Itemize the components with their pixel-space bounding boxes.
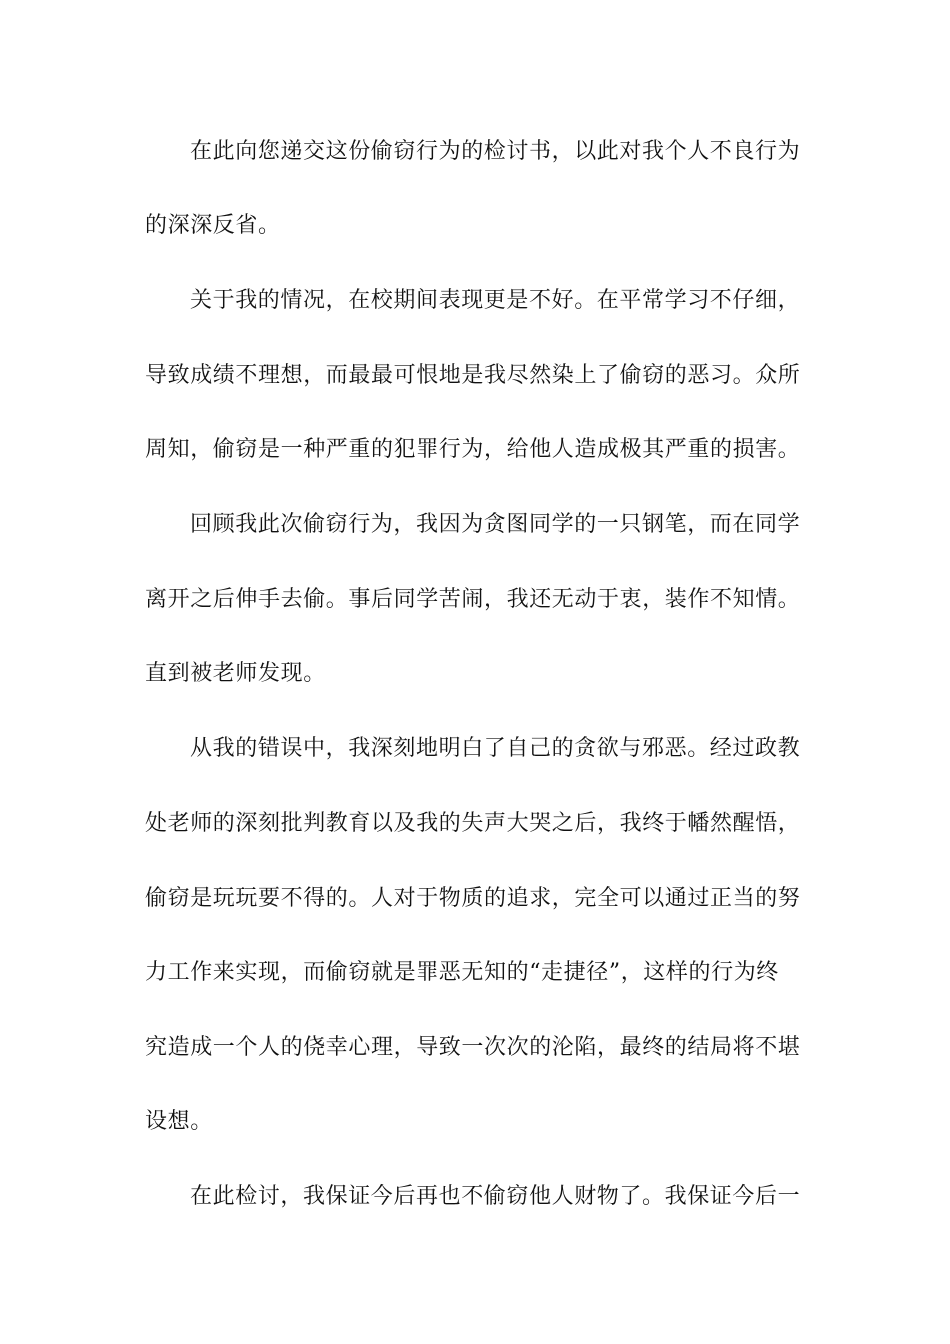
paragraph-4-line-3: 偷窃是玩玩要不得的。人对于物质的追求，完全可以通过正当的努 — [145, 886, 801, 911]
paragraph-4-line-1: 从我的错误中，我深刻地明白了自己的贪欲与邪恶。经过政教 — [190, 736, 801, 761]
paragraph-4-line-6: 设想。 — [145, 1109, 213, 1134]
paragraph-4-line-2: 处老师的深刻批判教育以及我的失声大哭之后，我终于幡然醒悟， — [145, 811, 801, 836]
paragraph-3-line-1: 回顾我此次偷窃行为，我因为贪图同学的一只钢笔，而在同学 — [190, 512, 801, 537]
paragraph-1-line-1: 在此向您递交这份偷窃行为的检讨书，以此对我个人不良行为 — [190, 139, 801, 164]
paragraph-5-line-1: 在此检讨，我保证今后再也不偷窃他人财物了。我保证今后一 — [190, 1184, 801, 1209]
paragraph-4-line-4: 力工作来实现，而偷窃就是罪恶无知的“走捷径”，这样的行为终 — [145, 960, 779, 985]
paragraph-3-line-2: 离开之后伸手去偷。事后同学苦闹，我还无动于衷，装作不知情。 — [145, 587, 801, 612]
paragraph-2-line-3: 周知，偷窃是一种严重的犯罪行为，给他人造成极其严重的损害。 — [145, 437, 801, 462]
paragraph-2-line-2: 导致成绩不理想，而最最可恨地是我尽然染上了偷窃的恶习。众所 — [145, 363, 801, 388]
paragraph-3-line-3: 直到被老师发现。 — [145, 661, 326, 686]
paragraph-2-line-1: 关于我的情况，在校期间表现更是不好。在平常学习不仔细， — [190, 288, 801, 313]
paragraph-1-line-2: 的深深反省。 — [145, 213, 281, 238]
paragraph-4-line-5: 究造成一个人的侥幸心理，导致一次次的沦陷，最终的结局将不堪 — [145, 1035, 801, 1060]
